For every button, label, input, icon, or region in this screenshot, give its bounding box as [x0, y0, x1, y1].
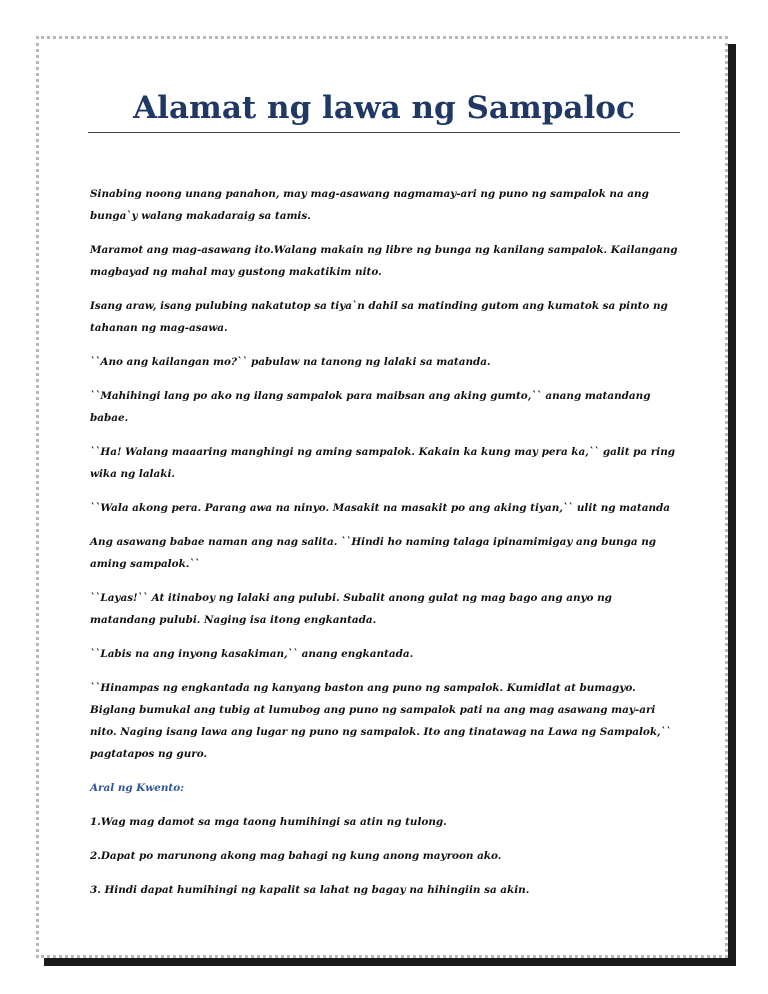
paragraph: Ang asawang babae naman ang nag salita. ``Hindi ho naming talaga ipinamimigay ang bunga ng aming sampalok.`` — [90, 536, 657, 570]
paragraph: Maramot ang mag-asawang ito.Walang makain ng libre ng bunga ng kanilang sampalok. Kailangang magbayad ng mahal may gustong makatikim nito. — [90, 244, 678, 278]
document-body — [90, 183, 680, 913]
lesson-item: 1.Wag mag damot sa mga taong humihingi sa atin ng tulong. — [90, 816, 447, 828]
paragraph: Isang araw, isang pulubing nakatutop sa tiya`n dahil sa matinding gutom ang kumatok sa pinto ng tahanan ng mag-asawa. — [90, 300, 668, 334]
lesson-item: 3. Hindi dapat humihingi ng kapalit sa lahat ng bagay na hihingiin sa akin. — [90, 884, 530, 896]
paragraph: ``Ano ang kailangan mo?`` pabulaw na tanong ng lalaki sa matanda. — [90, 356, 491, 368]
lesson-heading: Aral ng Kwento: — [90, 782, 184, 794]
paragraph: Sinabing noong unang panahon, may mag-asawang nagmamay-ari ng puno ng sampalok na ang bunga`y walang makadaraig sa tamis. — [90, 188, 649, 222]
paragraph: ``Mahihingi lang po ako ng ilang sampalok para maibsan ang aking gumto,`` anang matandang babae. — [90, 390, 651, 424]
paragraph: ``Hinampas ng engkantada ng kanyang baston ang puno ng sampalok. Kumidlat at bumagyo. Biglang bumukal ang tubig at lumubog ang puno ng sampalok pati na ang mag asawang may-ari nito. Naging isang lawa ang lugar ng puno ng sampalok. Ito ang tinatawag na Lawa ng Sampalok,`` pagtatapos ng guro. — [90, 682, 672, 760]
document-title: Alamat ng lawa ng Sampaloc — [133, 90, 635, 126]
title-underline — [88, 132, 680, 133]
lesson-item: 2.Dapat po marunong akong mag bahagi ng kung anong mayroon ako. — [90, 850, 502, 862]
paragraph: ``Ha! Walang maaaring manghingi ng aming sampalok. Kakain ka kung may pera ka,`` galit pa ring wika ng lalaki. — [90, 446, 676, 480]
paragraph: ``Wala akong pera. Parang awa na ninyo. Masakit na masakit po ang aking tiyan,`` ulit ng matanda — [90, 502, 670, 514]
paragraph: ``Labis na ang inyong kasakiman,`` anang engkantada. — [90, 648, 414, 660]
paragraph: ``Layas!`` At itinaboy ng lalaki ang pulubi. Subalit anong gulat ng mag bago ang anyo ng matandang pulubi. Naging isa itong engkantada. — [90, 592, 612, 626]
